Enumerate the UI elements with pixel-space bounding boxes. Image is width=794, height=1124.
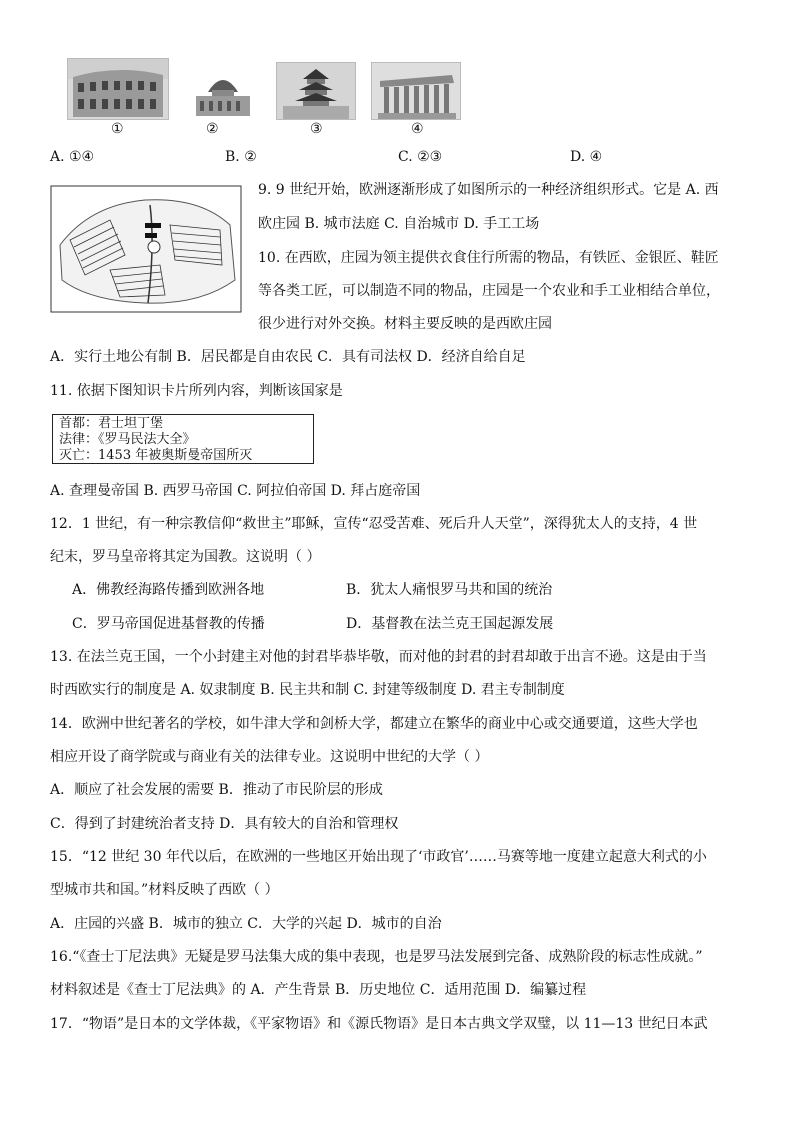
- card-capital: 首都：君士坦丁堡: [59, 416, 164, 431]
- q12-line-2: 纪末，罗马皇帝将其定为国教。这说明（ ）: [50, 549, 321, 565]
- q14-options-cd: C．得到了封建统治者支持 D．具有较大的自治和管理权: [50, 816, 399, 832]
- q13-line-1: 13. 在法兰克王国，一个小封建主对他的封君毕恭毕敬，而对他的封君的封君却敢于出言不逊。这是由于当: [50, 649, 707, 665]
- q12-option-b: B．犹太人痛恨罗马共和国的统治: [346, 582, 553, 598]
- q12-option-c: C．罗马帝国促进基督教的传播: [72, 616, 265, 632]
- q14-options-ab: A．顺应了社会发展的需要 B．推动了市民阶层的形成: [50, 782, 383, 798]
- image-label-3: ③: [310, 121, 323, 137]
- q8-option-d: D. ④: [570, 149, 603, 165]
- q10-options: A．实行土地公有制 B．居民都是自由农民 C．具有司法权 D．经济自给自足: [50, 349, 526, 365]
- q14-line-1: 14．欧洲中世纪著名的学校，如牛津大学和剑桥大学，都建立在繁华的商业中心或交通要道，这些大学也: [50, 716, 698, 732]
- q15-options: A．庄园的兴盛 B．城市的独立 C．大学的兴起 D．城市的自治: [50, 916, 442, 932]
- q11-options: A. 查理曼帝国 B. 西罗马帝国 C. 阿拉伯帝国 D. 拜占庭帝国: [50, 483, 421, 499]
- q12-option-a: A．佛教经海路传播到欧洲各地: [72, 582, 265, 598]
- parthenon-photo: [371, 62, 461, 120]
- card-law: 法律：《罗马民法大全》: [59, 432, 196, 447]
- q8-option-a: A. ①④: [50, 149, 95, 165]
- q11-stem: 11. 依据下图知识卡片所列内容，判断该国家是: [50, 383, 343, 399]
- q17-line-1: 17．“物语”是日本的文学体裁，《平家物语》和《源氏物语》是日本古典文学双璧，以 11—13 世纪日本武: [50, 1016, 708, 1032]
- q16-line-2: 材料叙述是《查士丁尼法典》的 A．产生背景 B．历史地位 C．适用范围 D．编纂过程: [50, 982, 587, 998]
- dome-of-the-rock-photo: [190, 66, 256, 118]
- q10-line-1: 10. 在西欧，庄园为领主提供衣食住行所需的物品，有铁匠、金银匠、鞋匠: [258, 250, 719, 266]
- card-fall: 灭亡：1453 年被奥斯曼帝国所灭: [59, 448, 253, 463]
- temple-of-heaven-photo: [276, 62, 356, 120]
- q14-line-2: 相应开设了商学院或与商业有关的法律专业。这说明中世纪的大学（ ）: [50, 749, 489, 765]
- q9-line-2: 欧庄园 B. 城市法庭 C. 自治城市 D. 手工工场: [258, 216, 540, 232]
- q12-option-d: D．基督教在法兰克王国起源发展: [346, 616, 554, 632]
- image-label-2: ②: [206, 121, 219, 137]
- q12-line-1: 12．1 世纪，有一种宗教信仰“救世主”耶稣，宣传“忍受苦难、死后升人天堂”，深得犹太人的支持，4 世: [50, 516, 698, 532]
- q15-line-2: 型城市共和国。”材料反映了西欧（ ）: [50, 882, 279, 898]
- colosseum-photo: [67, 58, 169, 120]
- q9-line-1: 9. 9 世纪开始，欧洲逐渐形成了如图所示的一种经济组织形式。它是 A. 西: [258, 182, 719, 198]
- manor-map-diagram: [50, 185, 242, 313]
- q8-option-b: B. ②: [225, 149, 257, 165]
- knowledge-card: [52, 414, 314, 464]
- image-label-1: ①: [111, 121, 124, 137]
- q16-line-1: 16.“《查士丁尼法典》无疑是罗马法集大成的集中表现，也是罗马法发展到完备、成熟阶段的标志性成就。”: [50, 949, 703, 965]
- q15-line-1: 15．“12 世纪 30 年代以后，在欧洲的一些地区开始出现了‘市政官’……马赛等地一度建立起意大利式的小: [50, 849, 707, 865]
- image-label-4: ④: [411, 121, 424, 137]
- q8-option-c: C. ②③: [398, 149, 443, 165]
- q10-line-2: 等各类工匠，可以制造不同的物品，庄园是一个农业和手工业相结合单位，: [258, 283, 720, 299]
- q10-line-3: 很少进行对外交换。材料主要反映的是西欧庄园: [258, 316, 552, 332]
- q13-line-2: 时西欧实行的制度是 A. 奴隶制度 B. 民主共和制 C. 封建等级制度 D. 君主专制制度: [50, 682, 565, 698]
